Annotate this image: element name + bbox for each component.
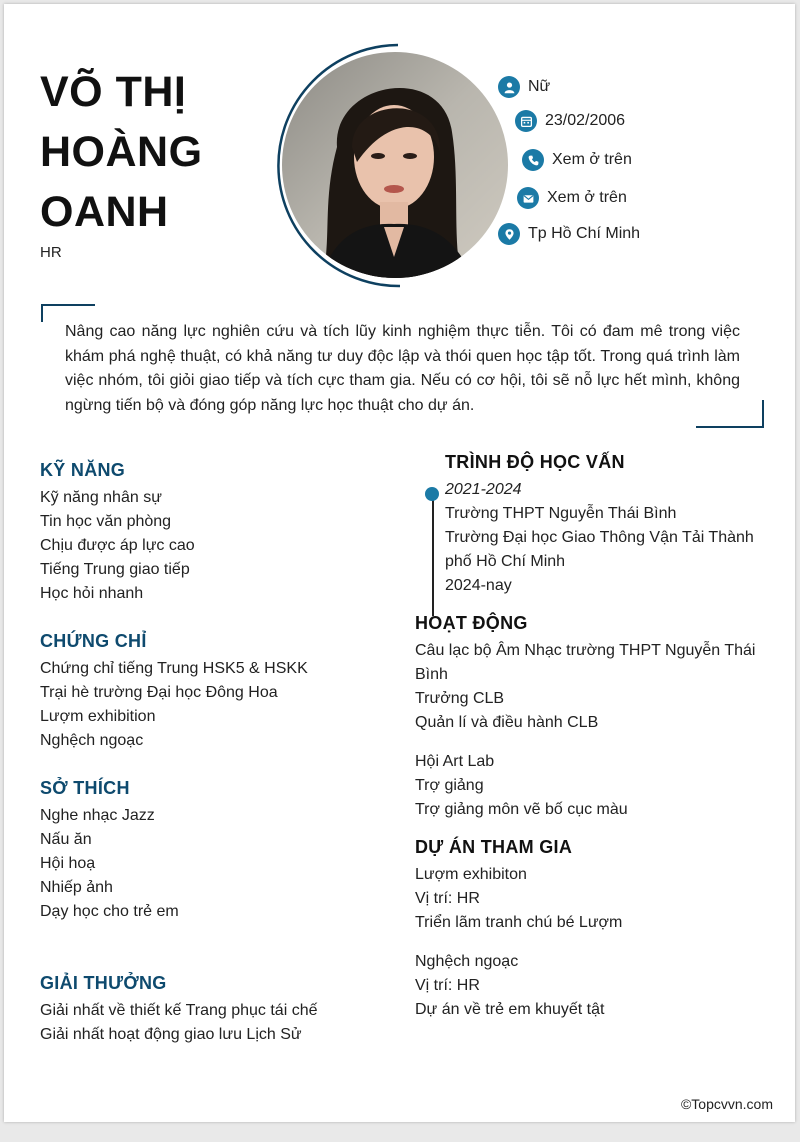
list-item: Kỹ năng nhân sự [40,489,162,506]
education-list [445,478,754,598]
education-period: 2021-2024 [445,481,522,498]
list-item: Giải nhất về thiết kế Trang phục tái chế [40,1002,318,1019]
name-line-3: OANH [40,188,169,236]
projects-group-1 [415,863,622,935]
list-item: Giải nhất hoạt động giao lưu Lịch Sử [40,1026,302,1043]
list-item: Lượm exhibiton [415,866,527,883]
skills-heading: KỸ NĂNG [40,460,126,480]
contact-birthdate [515,110,625,132]
list-item: Hội hoạ [40,855,96,872]
list-item: Triển lãm tranh chú bé Lượm [415,914,623,931]
mail-icon [517,187,539,209]
hobbies-list [40,804,179,924]
education-timeline-line [432,498,434,616]
contact-address [498,223,640,245]
certificates-list [40,657,308,753]
list-item: Câu lạc bộ Âm Nhạc trường THPT Nguyễn Thái [415,642,756,659]
list-item: Nhiếp ảnh [40,879,113,896]
name-line-2: HOÀNG [40,128,203,176]
education-school: Trường THPT Nguyễn Thái Bình [445,505,677,522]
contact-email [517,187,627,209]
projects-group-2 [415,950,604,1022]
list-item: Nấu ăn [40,831,92,848]
list-item: Nghe nhạc Jazz [40,807,155,824]
copyright-text[interactable]: ©Topcvvn.com [680,1096,773,1112]
activities-group-2 [415,750,628,822]
list-item: Học hỏi nhanh [40,585,144,602]
list-item: Chịu được áp lực cao [40,537,195,554]
activities-heading: HOẠT ĐỘNG [415,613,528,633]
job-title: HR [40,244,62,261]
activities-group-1 [415,639,755,735]
list-item: Vị trí: HR [415,890,480,907]
list-item: Trưởng CLB [415,690,505,707]
contact-gender [498,76,550,98]
phone-icon [522,149,544,171]
list-item: Trợ giảng môn vẽ bố cục màu [415,801,628,818]
list-item: Dự án về trẻ em khuyết tật [415,1001,605,1018]
list-item: Nghệch ngoạc [40,732,144,749]
birthdate-text: 23/02/2006 [545,112,626,129]
list-item: Bình [415,666,448,683]
education-period-2: 2024-nay [445,577,512,594]
name-line-1: VÕ THỊ [40,68,187,116]
projects-heading: DỰ ÁN THAM GIA [415,837,573,857]
list-item: Trợ giảng [415,777,484,794]
list-item: Hội Art Lab [415,753,495,770]
location-icon [498,223,520,245]
skills-list [40,486,195,606]
list-item: Chứng chỉ tiếng Trung HSK5 & HSKK [40,660,308,677]
contact-phone [522,149,632,171]
list-item: Tin học văn phòng [40,513,172,530]
list-item: Lượm exhibition [40,708,156,725]
list-item: Vị trí: HR [415,977,480,994]
gender-text: Nữ [528,78,551,95]
profile-photo [282,52,508,278]
certificates-heading: CHỨNG CHỈ [40,631,147,651]
awards-heading: GIẢI THƯỞNG [40,973,167,993]
education-university-line1: Trường Đại học Giao Thông Vận Tải Thành [445,529,754,546]
calendar-icon [515,110,537,132]
phone-text: Xem ở trên [552,151,632,168]
hobbies-heading: SỞ THÍCH [40,778,130,798]
objective-bracket-bottom [696,400,764,428]
list-item: Dạy học cho trẻ em [40,903,179,920]
list-item: Trại hè trường Đại học Đông Hoa [40,684,278,701]
cv-page [4,4,795,1122]
list-item: Nghệch ngoạc [415,953,519,970]
candidate-name [40,62,203,242]
list-item: Quản lí và điều hành CLB [415,714,599,731]
awards-list [40,999,318,1047]
education-timeline-dot [425,487,439,501]
education-heading: TRÌNH ĐỘ HỌC VẤN [445,452,625,472]
career-objective: Nâng cao năng lực nghiên cứu và tích lũy kinh nghiệm thực tiễn. Tôi có đam mê trong việc khám phá nghệ thuật, có khả năng tư duy độc lập và thói quen học tập tốt. Trong quá trình làm việc nhóm, tôi giỏi giao tiếp và tích cực tham gia. Nếu có cơ hội, tôi sẽ nỗ lực hết mình, không ngừng tiến bộ và đóng góp năng lực học thuật cho dự án. [65,323,740,414]
education-university-line2: phố Hồ Chí Minh [445,553,566,570]
user-icon [498,76,520,98]
list-item: Tiếng Trung giao tiếp [40,561,190,578]
address-text: Tp Hồ Chí Minh [528,225,641,242]
email-text: Xem ở trên [547,189,627,206]
